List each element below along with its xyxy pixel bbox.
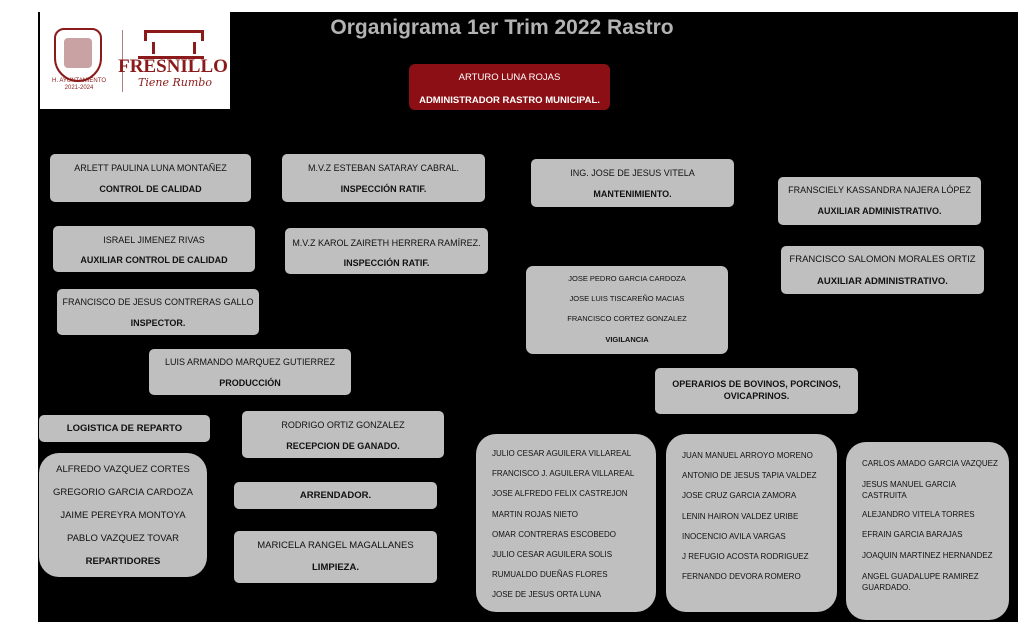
list-role: VIGILANCIA: [605, 334, 649, 344]
list-item: JOSE LUIS TISCAREÑO MACIAS: [569, 294, 685, 304]
list-item: OMAR CONTRERAS ESCOBEDO: [492, 529, 617, 539]
box-role: PRODUCCIÓN: [219, 378, 281, 388]
head-name: ARTURO LUNA ROJAS: [458, 72, 561, 83]
head-box: [409, 64, 610, 110]
box-auxiliar-2: [781, 246, 984, 294]
box-inspector: [57, 289, 259, 335]
box-name: ARLETT PAULINA LUNA MONTAÑEZ: [74, 163, 227, 173]
box-role: MANTENIMIENTO.: [593, 189, 672, 199]
box-inspeccion-2: [285, 228, 488, 274]
list-item: INOCENCIO AVILA VARGAS: [682, 531, 786, 541]
box-role: LIMPIEZA.: [312, 562, 359, 573]
box-name: M.V.Z KAROL ZAIRETH HERRERA RAMÍREZ.: [292, 238, 481, 248]
box-role: INSPECCIÓN RATIF.: [343, 258, 430, 268]
list-item: JESUS MANUEL GARCIA CASTRUITA: [862, 480, 956, 501]
operarios-column-1: [476, 434, 656, 612]
box-role: AUXILIAR ADMINISTRATIVO.: [817, 206, 942, 216]
municipal-seal-icon: [54, 28, 102, 82]
building-icon: [138, 30, 204, 59]
brand-tagline: Tiene Rumbo: [138, 76, 212, 89]
brand-name: FRESNILLO: [118, 56, 228, 77]
list-item: JUAN MANUEL ARROYO MORENO: [682, 451, 813, 460]
list-item: ANTONIO DE JESUS TAPIA VALDEZ: [682, 471, 817, 481]
box-role: AUXILIAR ADMINISTRATIVO.: [817, 276, 948, 287]
box-role: RECEPCION DE GANADO.: [286, 441, 400, 451]
list-item: FRANCISCO J. AGUILERA VILLAREAL: [492, 469, 635, 479]
operarios-column-3: [846, 442, 1009, 620]
box-inspeccion-1: [282, 154, 485, 202]
list-item: JULIO CESAR AGUILERA VILLAREAL: [492, 449, 632, 458]
box-name: RODRIGO ORTIZ GONZALEZ: [281, 420, 405, 430]
list-item: JOAQUIN MARTINEZ HERNANDEZ: [862, 550, 993, 560]
box-name: MARICELA RANGEL MAGALLANES: [257, 540, 414, 551]
list-item: ALFREDO VAZQUEZ CORTES: [56, 464, 190, 475]
box-arrendador: ARRENDADOR.: [234, 482, 437, 509]
box-name: ING. JOSE DE JESUS VITELA: [570, 168, 695, 178]
list-item: ALEJANDRO VITELA TORRES: [862, 510, 975, 520]
list-item: GREGORIO GARCIA CARDOZA: [53, 487, 193, 498]
box-operarios-label: OPERARIOS DE BOVINOS, PORCINOS, OVICAPRINOS.: [655, 368, 858, 414]
box-role: CONTROL DE CALIDAD: [99, 184, 202, 194]
seal-caption: H. AYUNTAMIENTO 2021-2024: [51, 78, 106, 91]
box-role: INSPECCIÓN RATIF.: [340, 184, 427, 194]
list-item: LENIN HAIRON VALDEZ URIBE: [682, 511, 799, 521]
box-vigilancia: [526, 266, 728, 354]
box-name: FRANCISCO SALOMON MORALES ORTIZ: [789, 254, 976, 265]
list-item: J REFUGIO ACOSTA RODRIGUEZ: [682, 552, 809, 562]
box-mantenimiento: [531, 159, 734, 207]
box-limpieza: [234, 531, 437, 583]
fresnillo-logo: [40, 12, 230, 109]
box-repartidores: [39, 453, 207, 577]
list-item: RUMUALDO DUEÑAS FLORES: [492, 570, 608, 580]
box-produccion: [149, 349, 351, 395]
list-item: EFRAIN GARCIA BARAJAS: [862, 530, 963, 540]
list-role: REPARTIDORES: [85, 556, 161, 567]
list-item: JULIO CESAR AGUILERA SOLIS: [492, 550, 613, 560]
box-name: ISRAEL JIMENEZ RIVAS: [103, 235, 205, 245]
list-item: FERNANDO DEVORA ROMERO: [682, 572, 801, 582]
list-item: JOSE DE JESUS ORTA LUNA: [492, 590, 602, 600]
operarios-column-2: [666, 434, 837, 612]
list-item: ANGEL GUADALUPE RAMIREZ GUARDADO.: [862, 571, 979, 592]
box-name: FRANSCIELY KASSANDRA NAJERA LÓPEZ: [788, 185, 971, 195]
box-name: M.V.Z ESTEBAN SATARAY CABRAL.: [307, 163, 460, 173]
list-item: PABLO VAZQUEZ TOVAR: [66, 533, 180, 544]
list-item: MARTIN ROJAS NIETO: [492, 509, 578, 519]
box-role: INSPECTOR.: [130, 318, 186, 328]
list-item: JOSE PEDRO GARCIA CARDOZA: [568, 274, 686, 283]
box-auxiliar-1: [778, 177, 981, 225]
box-logistica: LOGISTICA DE REPARTO: [39, 415, 210, 442]
list-item: JOSE CRUZ GARCIA ZAMORA: [682, 491, 797, 501]
list-item: CARLOS AMADO GARCIA VAZQUEZ: [862, 459, 998, 468]
list-item: JAIME PEREYRA MONTOYA: [60, 510, 186, 521]
list-item: FRANCISCO CORTEZ GONZALEZ: [567, 314, 687, 324]
box-name: FRANCISCO DE JESUS CONTRERAS GALLO: [62, 297, 254, 307]
box-aux-control-calidad: [53, 226, 255, 272]
page-title: Organigrama 1er Trim 2022 Rastro: [330, 16, 674, 39]
box-name: LUIS ARMANDO MARQUEZ GUTIERREZ: [164, 357, 335, 367]
box-role: AUXILIAR CONTROL DE CALIDAD: [80, 255, 228, 265]
box-recepcion: [242, 411, 444, 458]
list-item: JOSE ALFREDO FELIX CASTREJON: [492, 489, 628, 499]
head-role: ADMINISTRADOR RASTRO MUNICIPAL.: [419, 95, 600, 106]
box-control-calidad: [50, 154, 251, 202]
